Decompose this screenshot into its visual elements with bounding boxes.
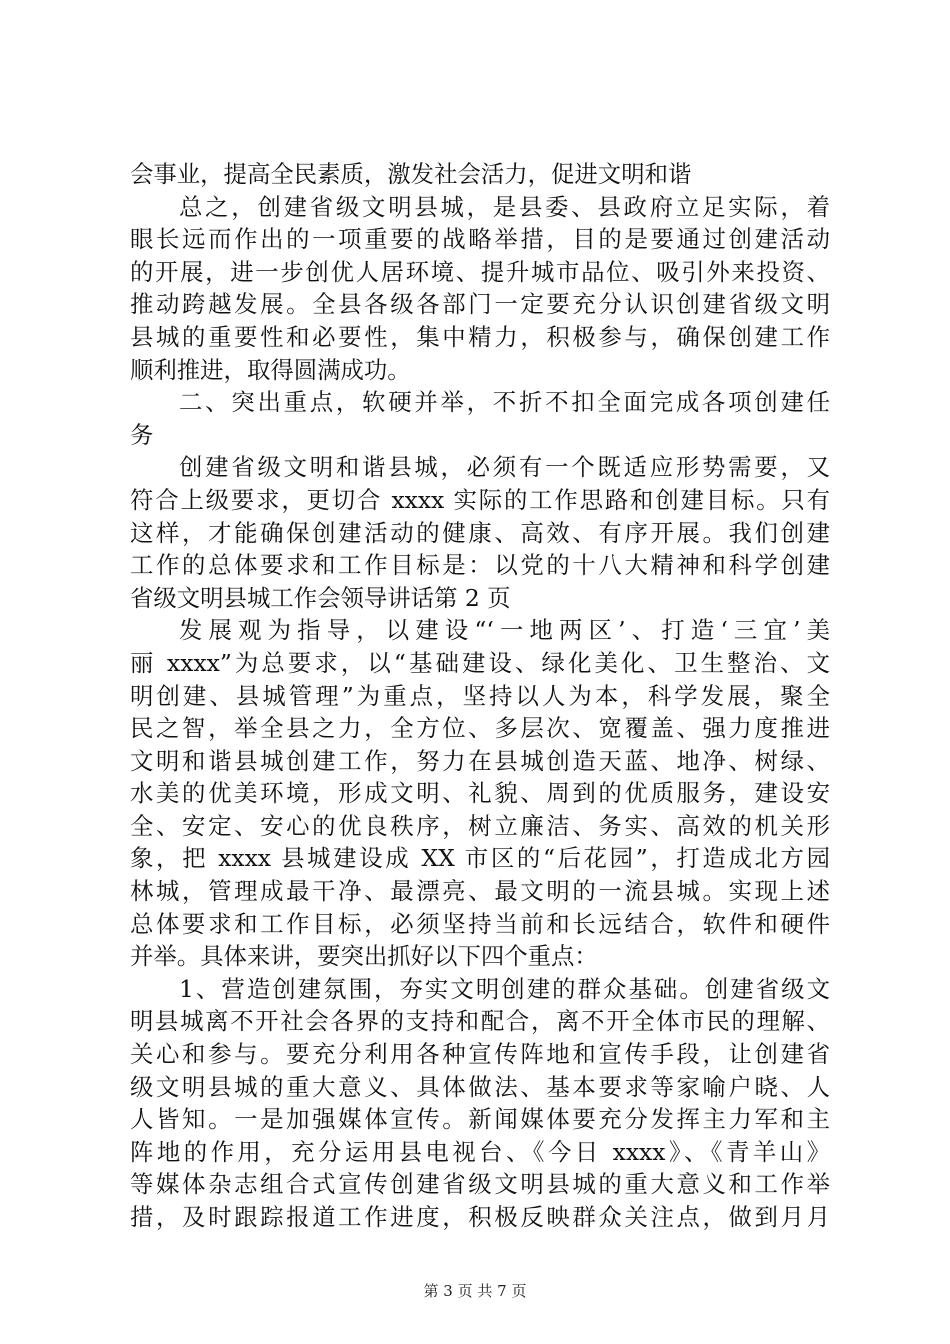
text-line: 民之智，举全县之力，全方位、多层次、宽覆盖、强力度推进 [130,714,830,743]
page-number-footer: 第 3 页 共 7 页 [423,1282,527,1300]
text-line: 明县城离不开社会各界的支持和配合，离不开全体市民的理解、 [130,1007,830,1036]
text-line: 关心和参与。要充分利用各种宣传阵地和宣传手段，让创建省 [130,1040,830,1069]
text-line: 总之，创建省级文明县城，是县委、县政府立足实际，着 [179,192,830,221]
text-line: 县城的重要性和必要性，集中精力，积极参与，确保创建工作 [130,322,830,351]
text-line: 眼长远而作出的一项重要的战略举措，目的是要通过创建活动 [130,225,830,254]
text-line: 顺利推进，取得圆满成功。 [130,355,411,384]
text-line: 发展观为指导，以建设“‘一地两区’、打造‘三宜’美 [179,616,830,645]
text-line: 推动跨越发展。全县各级各部门一定要充分认识创建省级文明 [130,290,830,319]
text-line: 象，把 xxxx 县城建设成 XX 市区的“后花园”，打造成北方园 [130,844,830,873]
text-line: 文明和谐县城创建工作，努力在县城创造天蓝、地净、树绿、 [130,746,830,775]
text-line: 明创建、县城管理”为重点，坚持以人为本，科学发展，聚全 [130,681,830,710]
text-line: 会事业，提高全民素质，激发社会活力，促进文明和谐 [130,160,692,188]
text-line: 措，及时跟踪报道工作进度，积极反映群众关注点，做到月月 [130,1203,830,1231]
document-body [130,158,830,1234]
text-line: 并举。具体来讲，要突出抓好以下四个重点： [130,942,598,971]
text-line: 级文明县城的重大意义、具体做法、基本要求等家喻户晓、人 [130,1072,830,1101]
text-line: 符合上级要求，更切合 xxxx 实际的工作思路和创建目标。只有 [130,485,830,514]
text-line: 工作的总体要求和工作目标是：以党的十八大精神和科学创建 [130,551,830,580]
text-line: 省级文明县城工作会领导讲话第 2 页 [130,583,511,612]
text-line: 总体要求和工作目标，必须坚持当前和长远结合，软件和硬件 [130,909,830,938]
text-line: 林城，管理成最干净、最漂亮、最文明的一流县城。实现上述 [130,877,830,906]
section-heading-line: 务 [130,420,154,449]
text-line: 的开展，进一步创优人居环境、提升城市品位、吸引外来投资、 [130,257,830,286]
text-line: 1、营造创建氛围，夯实文明创建的群众基础。创建省级文 [179,974,830,1003]
text-line: 等媒体杂志组合式宣传创建省级文明县城的重大意义和工作举 [130,1170,830,1199]
text-line: 这样，才能确保创建活动的健康、高效、有序开展。我们创建 [130,518,830,547]
text-line: 全、安定、安心的优良秩序，树立廉洁、务实、高效的机关形 [130,811,830,840]
text-line: 水美的优美环境，形成文明、礼貌、周到的优质服务，建设安 [130,779,830,808]
text-line: 人皆知。一是加强媒体宣传。新闻媒体要充分发挥主力军和主 [130,1105,830,1134]
section-heading-line: 二、突出重点，软硬并举，不折不扣全面完成各项创建任 [179,388,830,417]
text-line: 阵地的作用，充分运用县电视台、《今日 xxxx》、《青羊山》 [130,1137,830,1166]
text-line: 丽 xxxx”为总要求，以“基础建设、绿化美化、卫生整治、文 [130,648,830,677]
text-line: 创建省级文明和谐县城，必须有一个既适应形势需要，又 [179,453,830,482]
